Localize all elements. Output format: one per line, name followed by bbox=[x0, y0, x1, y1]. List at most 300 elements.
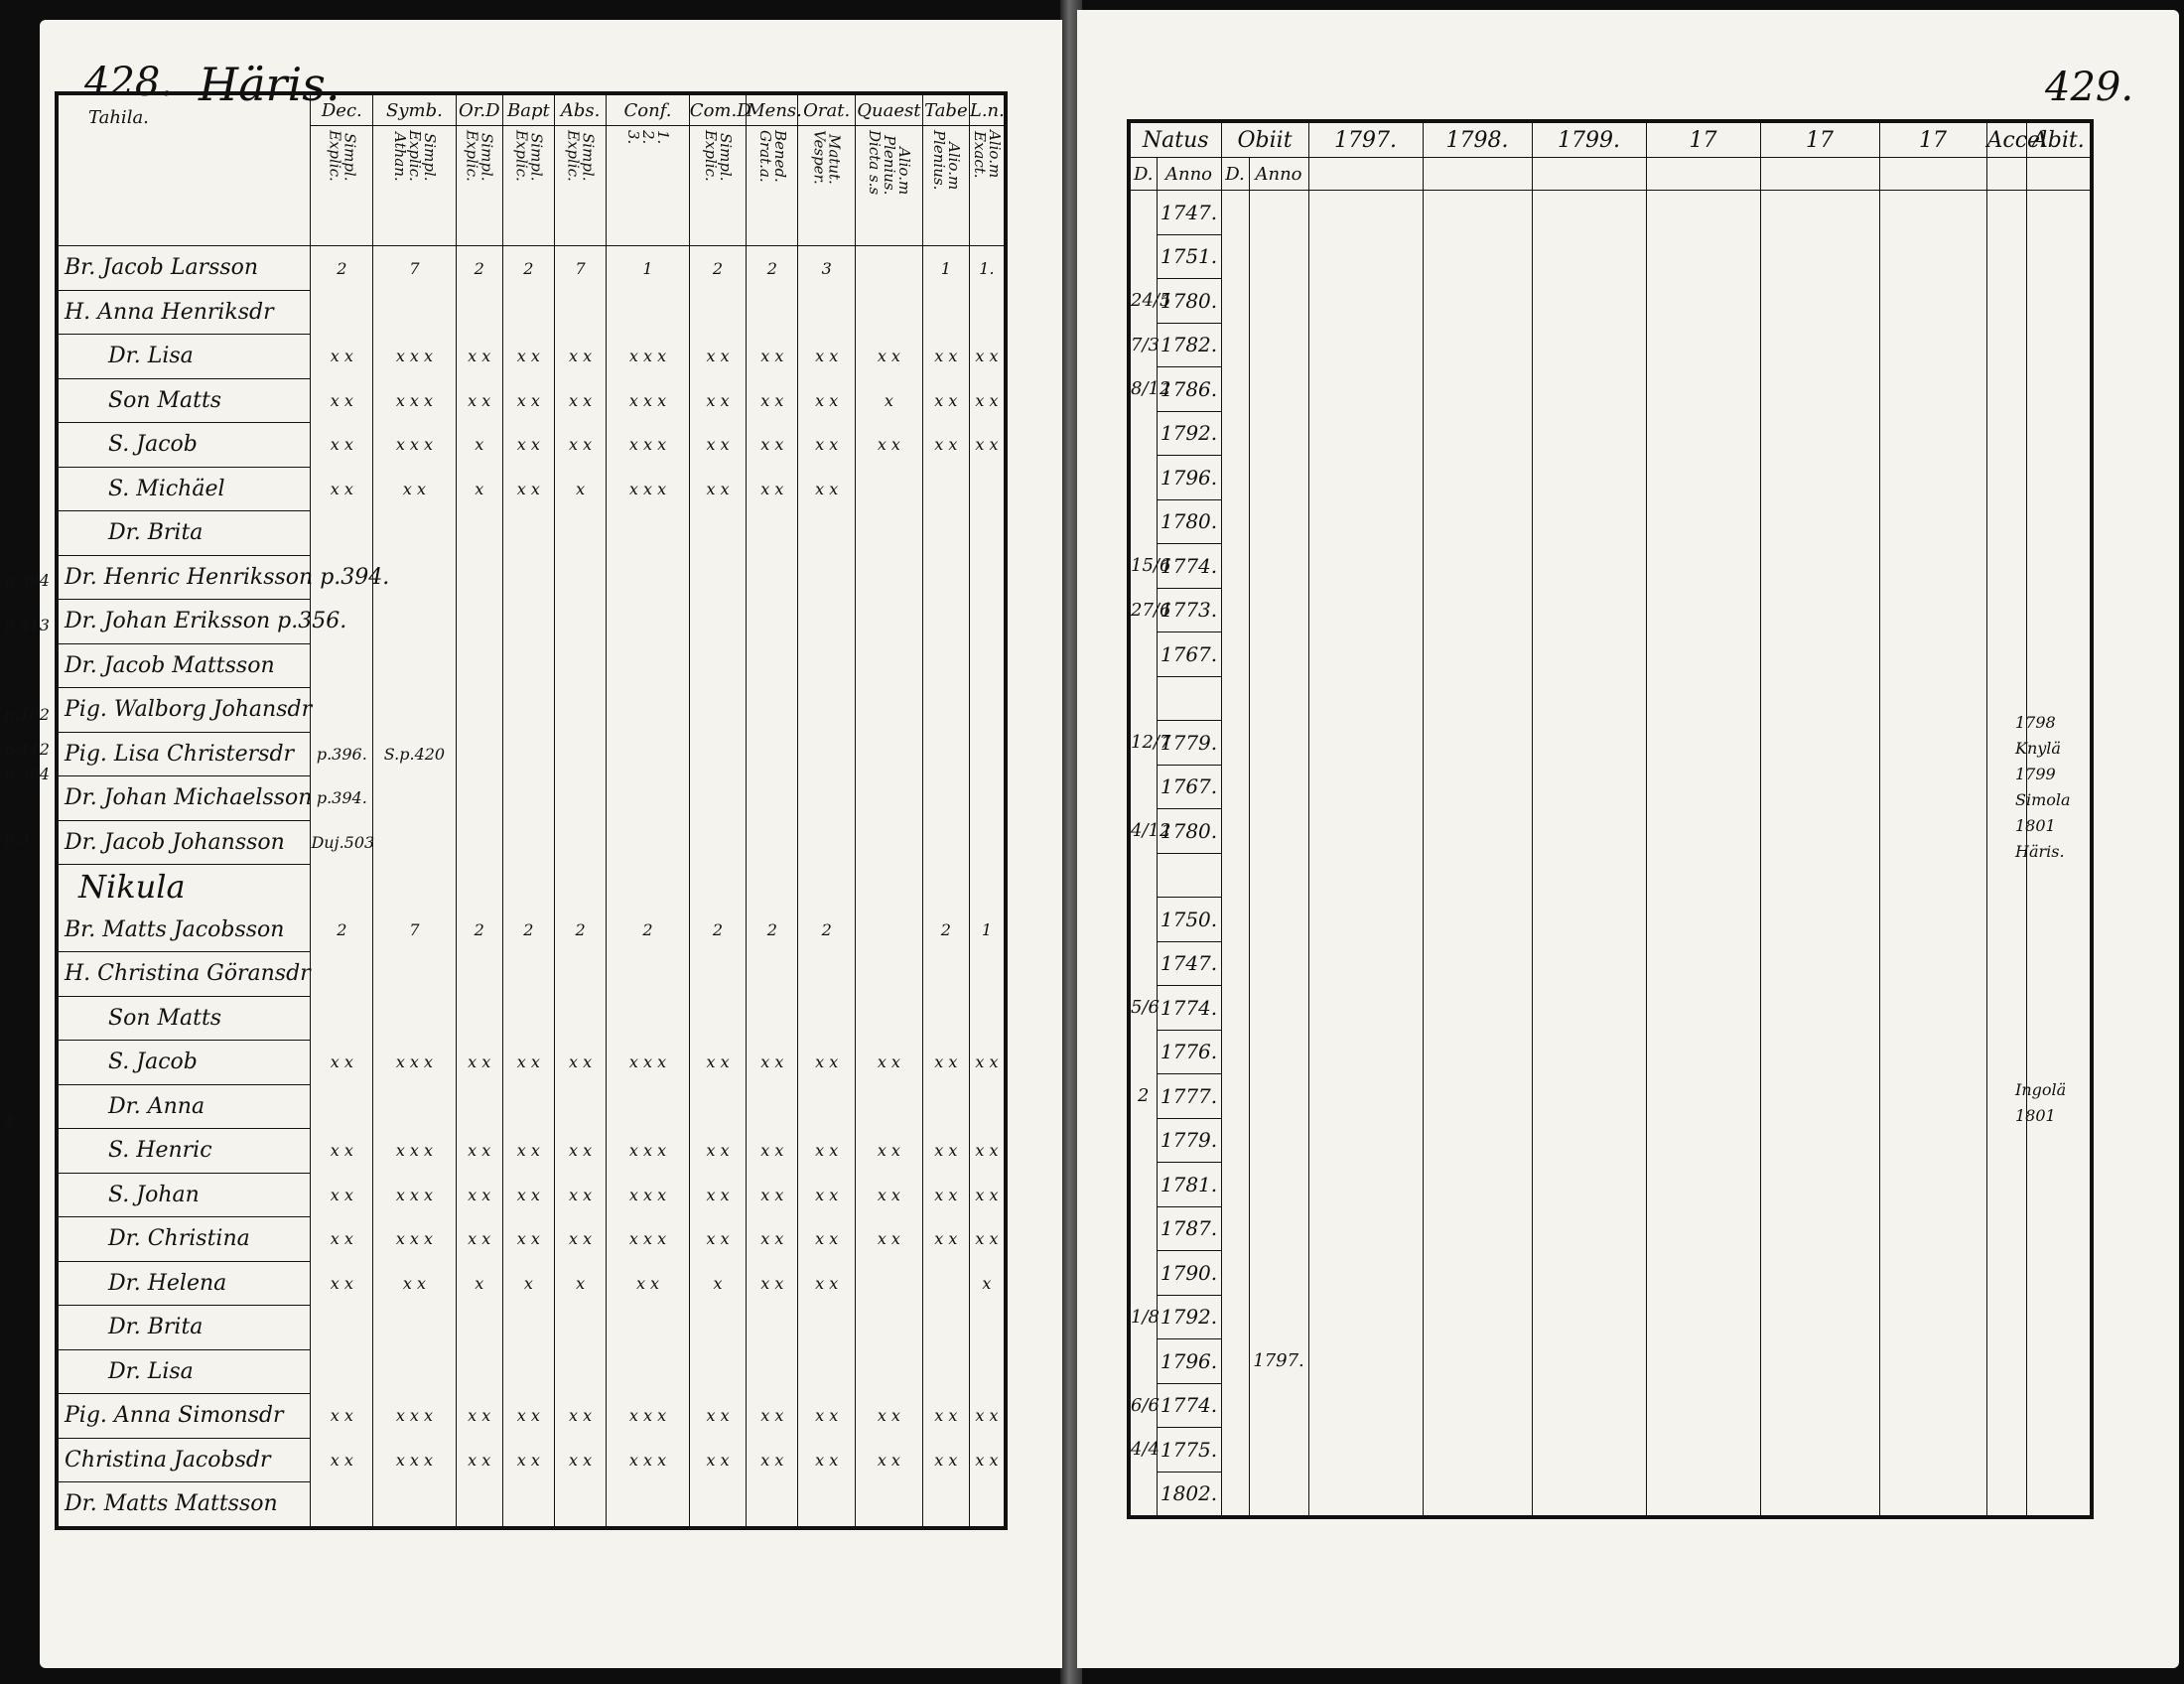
year-column-header: Natus bbox=[1129, 121, 1221, 158]
death-year bbox=[1249, 411, 1308, 456]
year-cell bbox=[2026, 191, 2092, 235]
year-cell bbox=[1423, 676, 1532, 721]
year-cell bbox=[1760, 323, 1879, 367]
exam-mark: x x bbox=[554, 1217, 606, 1262]
year-cell bbox=[1308, 1206, 1423, 1251]
death-day bbox=[1221, 1295, 1249, 1339]
year-cell bbox=[1986, 544, 2026, 589]
death-day bbox=[1221, 632, 1249, 677]
year-cell bbox=[1308, 765, 1423, 809]
person-name: Nikula bbox=[57, 865, 311, 909]
person-name: Dr. Matts Mattsson bbox=[57, 1482, 311, 1528]
exam-mark bbox=[311, 952, 373, 997]
year-cell bbox=[1308, 1472, 1423, 1517]
household-row bbox=[57, 1041, 1006, 1085]
year-cell bbox=[1423, 898, 1532, 942]
exam-mark: 1 bbox=[969, 909, 1006, 952]
column-group-header: Or.D bbox=[456, 93, 502, 126]
birth-day: 12/7 bbox=[1129, 721, 1157, 766]
catechism-table bbox=[55, 91, 1008, 1530]
year-cell bbox=[1308, 1295, 1423, 1339]
exam-mark: x x bbox=[969, 1129, 1006, 1174]
year-cell bbox=[1423, 1295, 1532, 1339]
natus-sub-header: Anno bbox=[1157, 158, 1221, 191]
exam-mark bbox=[969, 290, 1006, 335]
exam-mark: x x bbox=[922, 423, 969, 468]
birth-day bbox=[1129, 853, 1157, 898]
year-cell bbox=[1646, 941, 1760, 986]
death-day bbox=[1221, 1339, 1249, 1384]
column-group-header: Symb. bbox=[373, 93, 457, 126]
exam-mark bbox=[373, 511, 457, 556]
exam-mark: x bbox=[456, 1261, 502, 1306]
birth-year: 1780. bbox=[1157, 279, 1221, 324]
exam-mark: x x bbox=[855, 335, 922, 379]
birth-year: 1786. bbox=[1157, 367, 1221, 412]
margin-note: 4 bbox=[4, 1112, 15, 1131]
exam-mark: x x bbox=[502, 335, 554, 379]
household-row bbox=[57, 600, 1006, 644]
birth-year: 1747. bbox=[1157, 191, 1221, 235]
person-name: Dr. Lisa bbox=[57, 335, 311, 379]
exam-mark bbox=[747, 865, 798, 909]
death-day bbox=[1221, 676, 1249, 721]
year-cell bbox=[1423, 1206, 1532, 1251]
exam-mark: x x bbox=[747, 1438, 798, 1482]
death-day bbox=[1221, 588, 1249, 632]
exam-mark bbox=[922, 776, 969, 821]
exam-mark bbox=[855, 820, 922, 865]
exam-mark: x x bbox=[922, 335, 969, 379]
exam-mark bbox=[689, 732, 746, 776]
exam-mark: x x bbox=[311, 1129, 373, 1174]
exam-mark bbox=[502, 1482, 554, 1528]
year-cell bbox=[1532, 588, 1646, 632]
vital-records-header bbox=[1129, 121, 2092, 191]
year-cell bbox=[1308, 853, 1423, 898]
sub-column-header bbox=[554, 126, 606, 246]
household-row bbox=[57, 996, 1006, 1041]
exam-mark bbox=[969, 511, 1006, 556]
household-row bbox=[57, 290, 1006, 335]
death-day bbox=[1221, 191, 1249, 235]
exam-mark: x x bbox=[689, 378, 746, 423]
sub-column-header bbox=[922, 126, 969, 246]
exam-mark bbox=[798, 1349, 855, 1394]
year-cell bbox=[1879, 411, 1986, 456]
vital-row bbox=[1129, 1074, 2092, 1119]
year-cell bbox=[1646, 323, 1760, 367]
year-cell bbox=[1986, 941, 2026, 986]
person-name: Dr. Helena bbox=[57, 1261, 311, 1306]
year-cell bbox=[1760, 191, 1879, 235]
exam-mark bbox=[456, 511, 502, 556]
birth-day bbox=[1129, 1030, 1157, 1074]
death-day bbox=[1221, 1118, 1249, 1163]
person-name: Dr. Christina bbox=[57, 1217, 311, 1262]
household-row bbox=[57, 820, 1006, 865]
exam-mark bbox=[747, 1482, 798, 1528]
exam-mark bbox=[747, 1306, 798, 1350]
column-group-header: Bapt bbox=[502, 93, 554, 126]
year-cell bbox=[1532, 544, 1646, 589]
sub-column-label: Vesper. bbox=[810, 130, 829, 185]
sub-column-label: Simpl. bbox=[420, 133, 439, 182]
exam-mark bbox=[922, 290, 969, 335]
exam-mark: x bbox=[554, 1261, 606, 1306]
person-name: Pig. Anna Simonsdr bbox=[57, 1394, 311, 1439]
year-cell bbox=[1986, 1383, 2026, 1428]
exam-mark bbox=[502, 776, 554, 821]
household-row bbox=[57, 511, 1006, 556]
exam-mark: x x bbox=[502, 1041, 554, 1085]
exam-mark bbox=[373, 865, 457, 909]
year-cell bbox=[1308, 367, 1423, 412]
exam-mark: x x bbox=[554, 335, 606, 379]
exam-mark: x x bbox=[922, 378, 969, 423]
exam-mark bbox=[855, 467, 922, 511]
year-cell bbox=[1308, 632, 1423, 677]
sub-column-label: Simpl. bbox=[478, 133, 496, 182]
exam-mark bbox=[922, 555, 969, 600]
year-cell bbox=[1879, 323, 1986, 367]
exam-mark bbox=[373, 952, 457, 997]
death-year bbox=[1249, 676, 1308, 721]
exam-mark: Duj.503 bbox=[311, 820, 373, 865]
exam-mark: x x x bbox=[373, 335, 457, 379]
death-year bbox=[1249, 456, 1308, 500]
exam-mark bbox=[689, 290, 746, 335]
exam-mark: x x bbox=[456, 1173, 502, 1217]
year-cell bbox=[1986, 234, 2026, 279]
exam-mark bbox=[689, 820, 746, 865]
exam-mark: x x x bbox=[373, 1041, 457, 1085]
exam-mark: p.394. bbox=[311, 776, 373, 821]
birth-year: 1782. bbox=[1157, 323, 1221, 367]
birth-day: 7/3 bbox=[1129, 323, 1157, 367]
exam-mark bbox=[607, 1482, 690, 1528]
exam-mark bbox=[607, 600, 690, 644]
person-name: Dr. Brita bbox=[57, 1306, 311, 1350]
year-cell bbox=[1879, 234, 1986, 279]
year-subcell bbox=[2026, 158, 2092, 191]
birth-day: 6/6 bbox=[1129, 1383, 1157, 1428]
year-cell bbox=[1308, 986, 1423, 1031]
death-year bbox=[1249, 1163, 1308, 1207]
exam-mark: x x bbox=[747, 1394, 798, 1439]
death-day bbox=[1221, 1383, 1249, 1428]
household-row bbox=[57, 688, 1006, 733]
exam-mark bbox=[798, 820, 855, 865]
year-cell bbox=[1760, 809, 1879, 854]
year-cell bbox=[1760, 544, 1879, 589]
year-cell bbox=[1532, 853, 1646, 898]
sub-column-label: 3. bbox=[624, 130, 642, 145]
year-cell bbox=[1646, 1163, 1760, 1207]
year-column-header: 17 bbox=[1646, 121, 1760, 158]
exam-mark: x x bbox=[502, 1173, 554, 1217]
year-cell bbox=[1986, 1030, 2026, 1074]
birth-year: 1779. bbox=[1157, 1118, 1221, 1163]
year-cell bbox=[1879, 898, 1986, 942]
exam-mark bbox=[922, 600, 969, 644]
person-name: Dr. Henric Henriksson p.394. bbox=[57, 555, 311, 600]
person-name: Son Matts bbox=[57, 996, 311, 1041]
exam-mark bbox=[855, 1349, 922, 1394]
sub-column-header bbox=[798, 126, 855, 246]
year-cell bbox=[1646, 1472, 1760, 1517]
birth-year: 1781. bbox=[1157, 1163, 1221, 1207]
exam-mark bbox=[798, 1084, 855, 1129]
right-page-number: 429. bbox=[2045, 65, 2134, 110]
year-cell bbox=[1423, 941, 1532, 986]
exam-mark: x x bbox=[554, 1394, 606, 1439]
household-row bbox=[57, 1217, 1006, 1262]
exam-mark bbox=[456, 1482, 502, 1528]
exam-mark bbox=[747, 996, 798, 1041]
year-cell bbox=[1646, 853, 1760, 898]
exam-mark: x x bbox=[502, 1217, 554, 1262]
sub-column-header bbox=[502, 126, 554, 246]
year-cell bbox=[1646, 809, 1760, 854]
year-cell bbox=[1308, 456, 1423, 500]
exam-mark bbox=[502, 643, 554, 688]
exam-mark: x x bbox=[855, 1041, 922, 1085]
birth-day: 4/12 bbox=[1129, 809, 1157, 854]
exam-mark: x x bbox=[502, 423, 554, 468]
exam-mark bbox=[747, 555, 798, 600]
exam-mark: x x bbox=[855, 1129, 922, 1174]
sub-column-label: Explic. bbox=[512, 130, 531, 182]
exam-mark bbox=[689, 952, 746, 997]
year-cell bbox=[1986, 456, 2026, 500]
exam-mark: x x bbox=[855, 1217, 922, 1262]
exam-mark bbox=[373, 688, 457, 733]
exam-mark bbox=[689, 996, 746, 1041]
sub-column-label: Alio.m bbox=[944, 142, 963, 191]
exam-mark bbox=[689, 688, 746, 733]
margin-note: p.413 bbox=[4, 616, 50, 634]
year-cell bbox=[2026, 1030, 2092, 1074]
exam-mark bbox=[607, 732, 690, 776]
exam-mark bbox=[502, 1084, 554, 1129]
exam-mark bbox=[969, 467, 1006, 511]
exam-mark: 3 bbox=[798, 246, 855, 291]
year-cell bbox=[1760, 1163, 1879, 1207]
birth-day: 15/6 bbox=[1129, 544, 1157, 589]
sub-column-header bbox=[373, 126, 457, 246]
year-cell bbox=[2026, 499, 2092, 544]
exam-mark bbox=[747, 776, 798, 821]
household-row bbox=[57, 423, 1006, 468]
exam-mark: x x bbox=[689, 1173, 746, 1217]
exam-mark bbox=[855, 290, 922, 335]
year-cell bbox=[2026, 632, 2092, 677]
exam-mark bbox=[502, 1349, 554, 1394]
death-day bbox=[1221, 986, 1249, 1031]
exam-mark bbox=[554, 290, 606, 335]
year-cell bbox=[2026, 986, 2092, 1031]
year-cell bbox=[1760, 411, 1879, 456]
exam-mark bbox=[502, 865, 554, 909]
sub-column-label: Explic. bbox=[405, 130, 424, 182]
year-cell bbox=[1646, 898, 1760, 942]
year-cell bbox=[1760, 898, 1879, 942]
year-cell bbox=[1879, 1251, 1986, 1296]
exam-mark: x x bbox=[747, 378, 798, 423]
year-cell bbox=[2026, 279, 2092, 324]
exam-mark bbox=[855, 1084, 922, 1129]
year-cell bbox=[2026, 1472, 2092, 1517]
exam-mark bbox=[502, 290, 554, 335]
exam-mark: x x bbox=[747, 467, 798, 511]
year-column-header: 17 bbox=[1760, 121, 1879, 158]
exam-mark: x x bbox=[747, 1041, 798, 1085]
exam-mark: x x bbox=[689, 1394, 746, 1439]
birth-day bbox=[1129, 191, 1157, 235]
year-cell bbox=[2026, 588, 2092, 632]
death-year: 1797. bbox=[1249, 1339, 1308, 1384]
exam-mark: 7 bbox=[373, 246, 457, 291]
death-year bbox=[1249, 191, 1308, 235]
household-row bbox=[57, 776, 1006, 821]
exam-mark bbox=[502, 511, 554, 556]
death-day bbox=[1221, 1428, 1249, 1473]
exam-mark bbox=[855, 643, 922, 688]
column-group-header: Com.D bbox=[689, 93, 746, 126]
household-row bbox=[57, 335, 1006, 379]
year-cell bbox=[1760, 1206, 1879, 1251]
exam-mark bbox=[607, 511, 690, 556]
sub-column-label: 2. bbox=[639, 130, 657, 145]
year-cell bbox=[1646, 499, 1760, 544]
exam-mark bbox=[922, 996, 969, 1041]
year-cell bbox=[1532, 676, 1646, 721]
year-cell bbox=[1532, 1118, 1646, 1163]
year-cell bbox=[1986, 588, 2026, 632]
death-year bbox=[1249, 1472, 1308, 1517]
exam-mark bbox=[969, 600, 1006, 644]
birth-day: 8/12 bbox=[1129, 367, 1157, 412]
birth-day bbox=[1129, 898, 1157, 942]
exam-mark: x x bbox=[311, 1394, 373, 1439]
year-cell bbox=[1308, 1428, 1423, 1473]
exam-mark: x bbox=[456, 467, 502, 511]
death-year bbox=[1249, 765, 1308, 809]
exam-mark bbox=[798, 688, 855, 733]
exam-mark bbox=[798, 643, 855, 688]
year-cell bbox=[1879, 1030, 1986, 1074]
exam-mark bbox=[855, 776, 922, 821]
exam-mark: x x bbox=[311, 1217, 373, 1262]
person-name: Dr. Johan Michaelsson bbox=[57, 776, 311, 821]
birth-day bbox=[1129, 765, 1157, 809]
birth-year: 1780. bbox=[1157, 499, 1221, 544]
year-cell bbox=[1532, 234, 1646, 279]
death-day bbox=[1221, 411, 1249, 456]
exam-mark bbox=[554, 776, 606, 821]
column-group-header: Orat. bbox=[798, 93, 855, 126]
year-cell bbox=[1423, 1074, 1532, 1119]
birth-day bbox=[1129, 1339, 1157, 1384]
exam-mark bbox=[798, 732, 855, 776]
year-cell bbox=[1646, 1030, 1760, 1074]
death-day bbox=[1221, 499, 1249, 544]
year-cell bbox=[1308, 1251, 1423, 1296]
exam-mark bbox=[747, 732, 798, 776]
exam-mark bbox=[456, 996, 502, 1041]
death-year bbox=[1249, 499, 1308, 544]
year-cell bbox=[1423, 1118, 1532, 1163]
exam-mark: 2 bbox=[456, 909, 502, 952]
exam-mark: x x bbox=[689, 1129, 746, 1174]
year-cell bbox=[1532, 1163, 1646, 1207]
year-cell bbox=[1423, 1251, 1532, 1296]
exam-mark: x x x bbox=[607, 1438, 690, 1482]
year-subcell bbox=[1879, 158, 1986, 191]
exam-mark bbox=[969, 1084, 1006, 1129]
exam-mark bbox=[855, 246, 922, 291]
year-cell bbox=[1879, 1074, 1986, 1119]
exam-mark bbox=[311, 1306, 373, 1350]
exam-mark bbox=[689, 511, 746, 556]
year-cell bbox=[1532, 1339, 1646, 1384]
year-cell bbox=[2026, 544, 2092, 589]
death-year bbox=[1249, 1428, 1308, 1473]
abit-note-1: 1798 Knylä 1799 Simola 1801 Häris. bbox=[2015, 713, 2071, 861]
exam-mark bbox=[607, 776, 690, 821]
exam-mark bbox=[855, 952, 922, 997]
exam-mark: x x x bbox=[373, 1173, 457, 1217]
year-cell bbox=[1423, 279, 1532, 324]
exam-mark bbox=[798, 1306, 855, 1350]
year-cell bbox=[1646, 721, 1760, 766]
exam-mark bbox=[855, 1306, 922, 1350]
vital-row bbox=[1129, 588, 2092, 632]
exam-mark bbox=[311, 290, 373, 335]
year-cell bbox=[1646, 986, 1760, 1031]
year-cell bbox=[1760, 456, 1879, 500]
vital-row bbox=[1129, 765, 2092, 809]
sub-column-label: Simpl. bbox=[717, 133, 736, 182]
sub-column-header bbox=[969, 126, 1006, 246]
death-day bbox=[1221, 1074, 1249, 1119]
year-cell bbox=[1308, 809, 1423, 854]
year-cell bbox=[1760, 1295, 1879, 1339]
death-day bbox=[1221, 853, 1249, 898]
year-cell bbox=[1308, 676, 1423, 721]
person-name: S. Jacob bbox=[57, 1041, 311, 1085]
year-cell bbox=[1646, 191, 1760, 235]
year-cell bbox=[1532, 367, 1646, 412]
death-year bbox=[1249, 1206, 1308, 1251]
year-cell bbox=[1760, 1383, 1879, 1428]
birth-day: 2 bbox=[1129, 1074, 1157, 1119]
death-year bbox=[1249, 279, 1308, 324]
exam-mark: x x bbox=[456, 1041, 502, 1085]
year-subcell bbox=[1423, 158, 1532, 191]
birth-year: 1775. bbox=[1157, 1428, 1221, 1473]
year-cell bbox=[1308, 1339, 1423, 1384]
year-cell bbox=[1532, 721, 1646, 766]
year-cell bbox=[1760, 632, 1879, 677]
household-row bbox=[57, 378, 1006, 423]
household-row bbox=[57, 909, 1006, 952]
exam-mark: x x bbox=[798, 1394, 855, 1439]
exam-mark: x x bbox=[554, 1173, 606, 1217]
exam-mark: 2 bbox=[502, 909, 554, 952]
year-cell bbox=[1879, 1383, 1986, 1428]
